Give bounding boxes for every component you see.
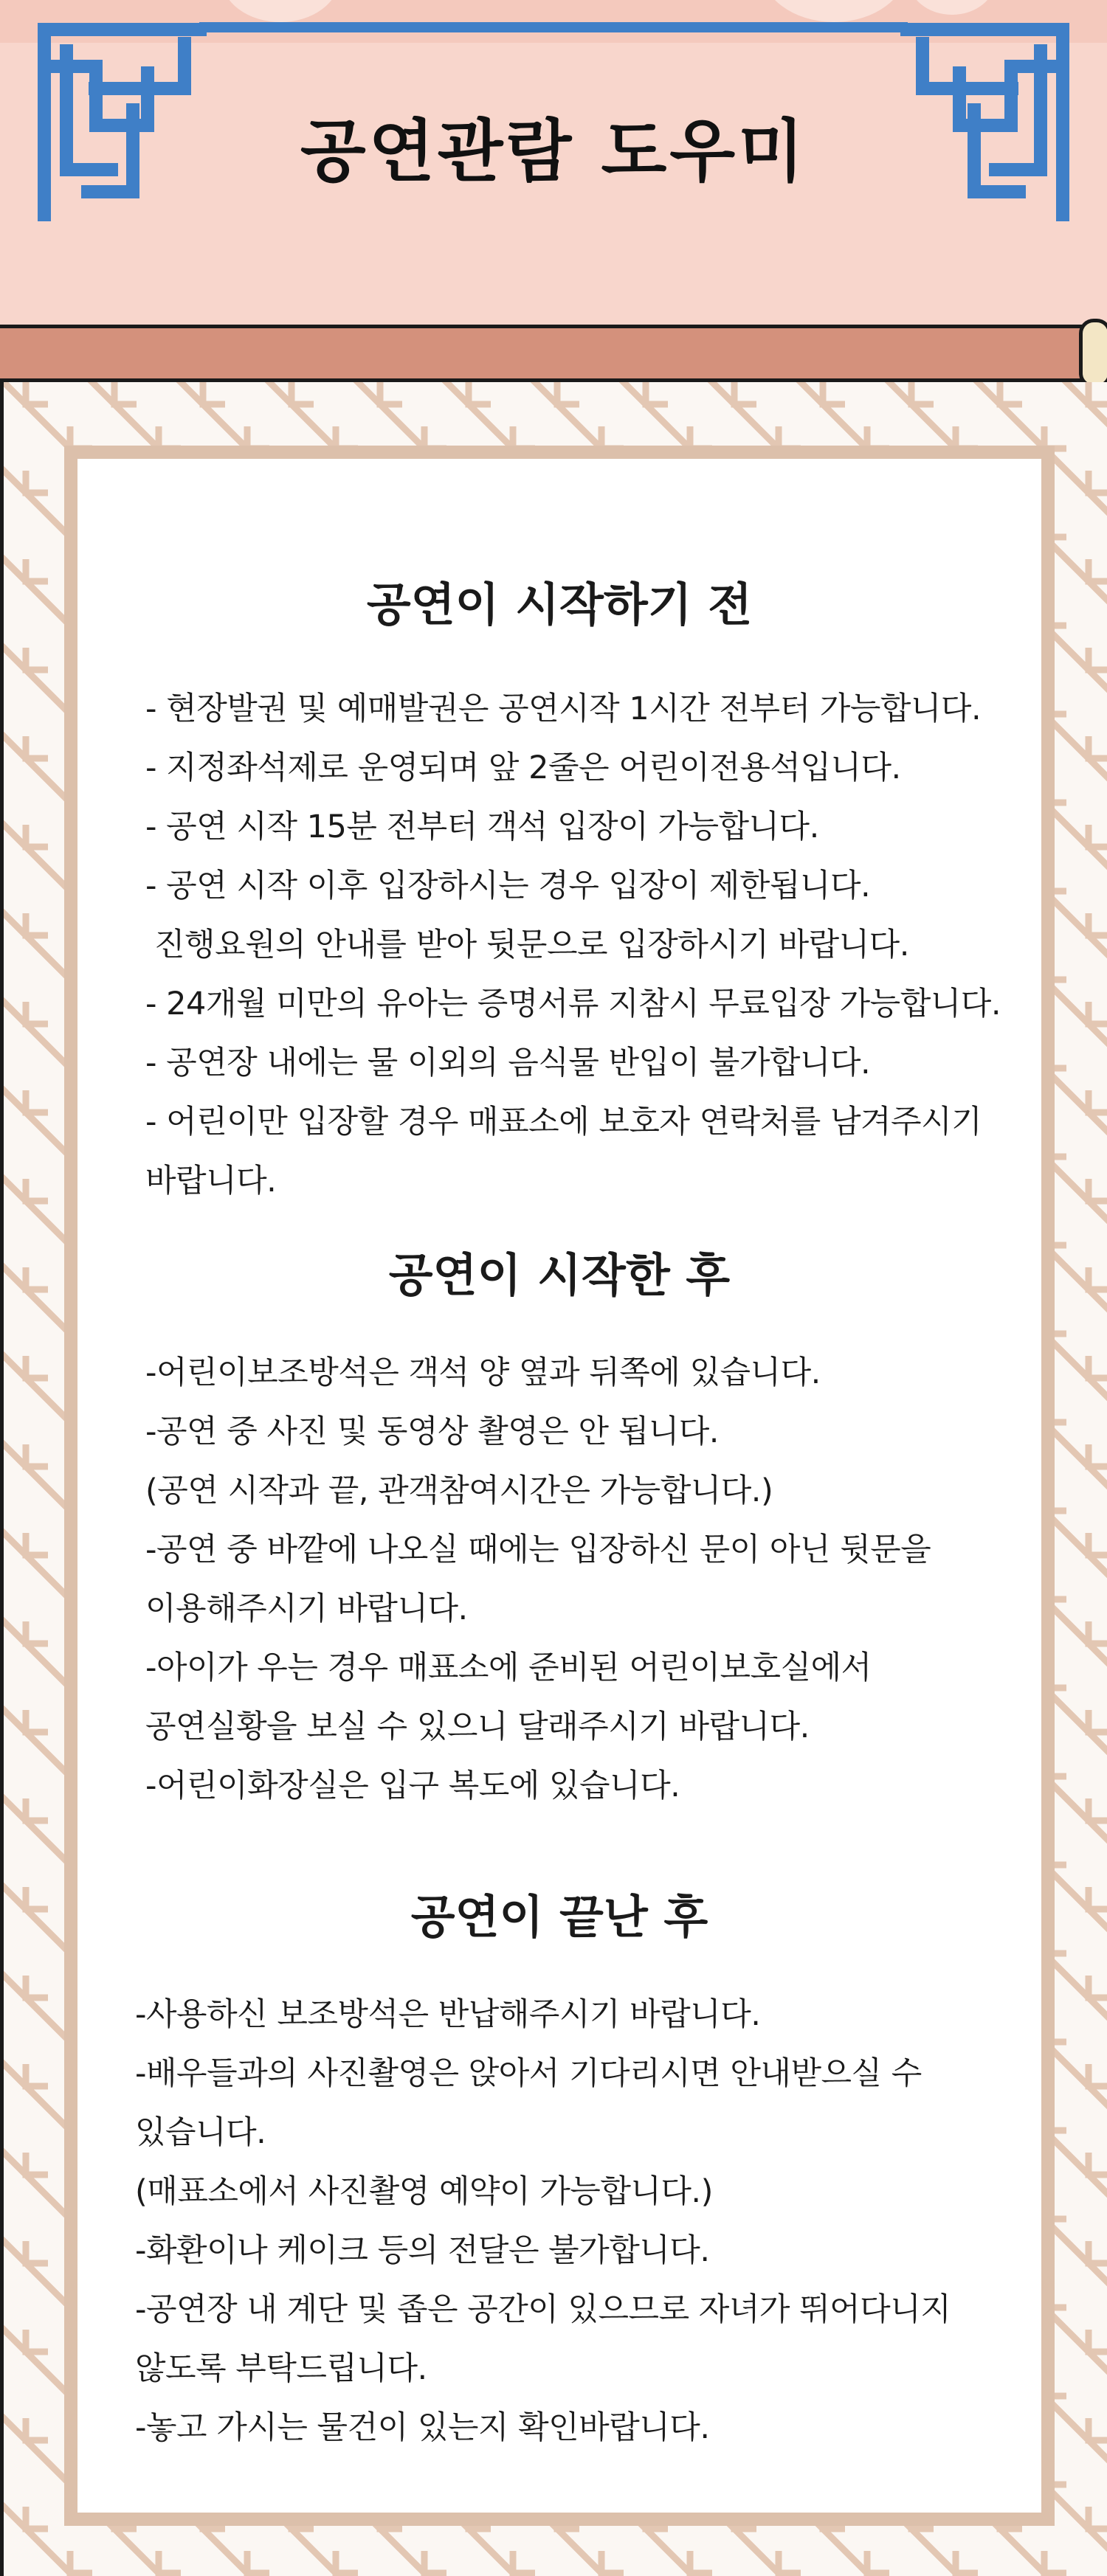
notice-line: -아이가 우는 경우 매표소에 준비된 어린이보호실에서: [145, 1649, 872, 1686]
notice-line: 있습니다.: [135, 2114, 266, 2151]
notice-line: 진행요원의 안내를 받아 뒷문으로 입장하시기 바랍니다.: [154, 927, 909, 963]
notice-line: -공연 중 바깥에 나오실 때에는 입장하신 문이 아닌 뒷문을: [145, 1531, 931, 1568]
notice-line: 공연실황을 보실 수 있으니 달래주시기 바랍니다.: [145, 1708, 810, 1745]
notice-line: - 공연 시작 이후 입장하시는 경우 입장이 제한됩니다.: [145, 868, 871, 904]
notice-line: 않도록 부탁드립니다.: [135, 2350, 427, 2387]
notice-line: - 24개월 미만의 유아는 증명서류 지참시 무료입장 가능합니다.: [145, 986, 1001, 1022]
notice-line: -화환이나 케이크 등의 전달은 불가합니다.: [135, 2232, 710, 2269]
scroll-rod-end: [1079, 319, 1107, 388]
section-title-before: 공연이 시작하기 전: [366, 578, 753, 631]
notice-line: -사용하신 보조방석은 반납해주시기 바랍니다.: [135, 1996, 761, 2033]
notice-line: - 지정좌석제로 운영되며 앞 2줄은 어린이전용석입니다.: [145, 749, 901, 786]
notice-line: -놓고 가시는 물건이 있는지 확인바랍니다.: [135, 2409, 710, 2446]
notice-line: -어린이화장실은 입구 복도에 있습니다.: [145, 1767, 680, 1804]
scroll-body: [0, 382, 1107, 2576]
notice-panel: [64, 446, 1055, 2526]
notice-line: - 어린이만 입장할 경우 매표소에 보호자 연락처를 남겨주시기: [145, 1104, 982, 1140]
section-title-after: 공연이 끝난 후: [410, 1890, 708, 1944]
notice-line: 바랍니다.: [145, 1163, 277, 1199]
notice-line: (공연 시작과 끝, 관객참여시간은 가능합니다.): [145, 1472, 773, 1509]
section-title-during: 공연이 시작한 후: [388, 1248, 731, 1302]
notice-line: -어린이보조방석은 객석 양 옆과 뒤쪽에 있습니다.: [145, 1354, 821, 1391]
notice-line: (매표소에서 사진촬영 예약이 가능합니다.): [135, 2173, 713, 2210]
notice-line: - 공연 시작 15분 전부터 객석 입장이 가능합니다.: [145, 809, 819, 845]
notice-line: -공연장 내 계단 및 좁은 공간이 있으므로 자녀가 뛰어다니지: [135, 2291, 951, 2328]
notice-line: - 공연장 내에는 물 이외의 음식물 반입이 불가합니다.: [145, 1045, 871, 1081]
page-title: 공연관람 도우미: [300, 111, 807, 191]
notice-line: -배우들과의 사진촬영은 앉아서 기다리시면 안내받으실 수: [135, 2055, 922, 2092]
notice-line: 이용해주시기 바랍니다.: [145, 1590, 468, 1627]
header-banner: [0, 0, 1107, 332]
notice-line: -공연 중 사진 및 동영상 촬영은 안 됩니다.: [145, 1413, 719, 1450]
scroll-rod: [0, 325, 1091, 382]
notice-line: - 현장발권 및 예매발권은 공연시작 1시간 전부터 가능합니다.: [145, 690, 982, 727]
frame-top-line: [199, 22, 908, 32]
